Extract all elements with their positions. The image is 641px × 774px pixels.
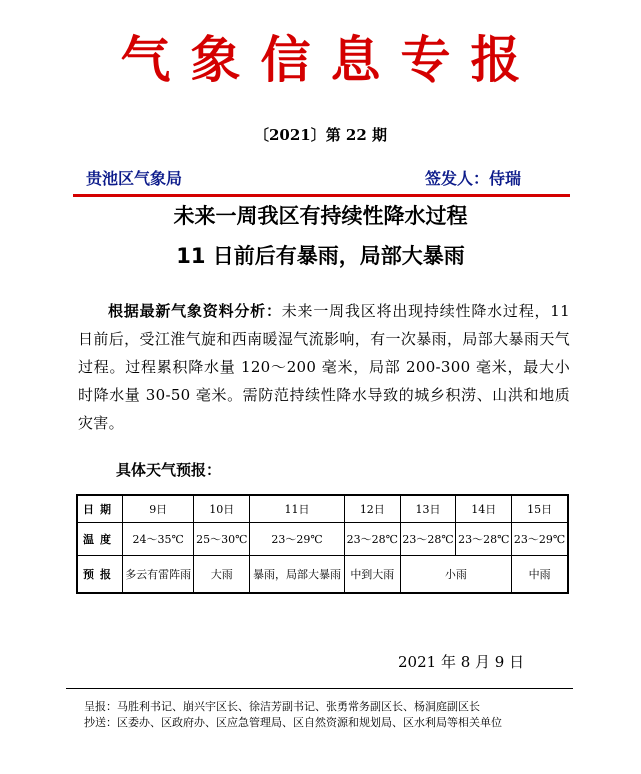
- temp-cell: 23～28℃: [400, 523, 456, 556]
- date-cell: 13日: [400, 495, 456, 523]
- date-cell: 9日: [123, 495, 194, 523]
- weather-cell: 大雨: [194, 556, 250, 594]
- date-cell: 14日: [456, 495, 512, 523]
- masthead-title: 气象信息专报: [120, 30, 541, 89]
- weather-cell: 暴雨，局部大暴雨: [250, 556, 345, 594]
- headline-line-1: 未来一周我区有持续性降水过程: [173, 204, 468, 228]
- row-label-forecast: 预报: [77, 556, 123, 594]
- body-text: 未来一周我区将出现持续性降水过程，11 日前后，受江淮气旋和西南暖湿气流影响，有一次暴雨，局部大暴雨天气过程。过程累积降水量 120～200 毫米，局部 200-300 毫米，最大小时降水量 30-50 毫米。需防范持续性降水导致的城乡积涝、山洪和地质灾害。: [78, 302, 570, 432]
- temp-cell: 23～28℃: [456, 523, 512, 556]
- copy-to: 抄送：区委办、区政府办、区应急管理局、区自然资源和规划局、区水利局等相关单位: [84, 716, 502, 729]
- weather-cell: 小雨: [400, 556, 511, 594]
- table-row: [77, 523, 568, 556]
- date-cell: 12日: [344, 495, 400, 523]
- table-row: [77, 556, 568, 594]
- temp-cell: 24～35℃: [123, 523, 194, 556]
- report-to: 呈报：马胜利书记、崩兴宇区长、徐洁芳副书记、张勇常务副区长、杨洞庭副区长: [84, 700, 480, 713]
- temp-cell: 23～28℃: [344, 523, 400, 556]
- temp-cell: 25～30℃: [194, 523, 250, 556]
- issue-date: 2021 年 8 月 9 日: [398, 653, 525, 671]
- forecast-title: 具体天气预报：: [116, 461, 222, 479]
- date-cell: 11日: [250, 495, 345, 523]
- date-cell: 15日: [512, 495, 568, 523]
- row-label-date: 日期: [77, 495, 123, 523]
- date-cell: 10日: [194, 495, 250, 523]
- body-lead: 根据最新气象资料分析：: [108, 302, 282, 320]
- issue-number: 〔2021〕第 22 期: [253, 126, 388, 144]
- headline-line-2: 11 日前后有暴雨，局部大暴雨: [176, 244, 465, 268]
- issuing-organization: 贵池区气象局: [86, 169, 183, 188]
- forecast-table: [76, 494, 569, 594]
- temp-cell: 23～29℃: [250, 523, 345, 556]
- body-paragraph: [78, 297, 570, 437]
- footer-divider: [66, 688, 573, 689]
- weather-cell: 中到大雨: [344, 556, 400, 594]
- signer: 签发人：侍瑞: [425, 169, 522, 188]
- weather-cell: 多云有雷阵雨: [123, 556, 194, 594]
- temp-cell: 23～29℃: [512, 523, 568, 556]
- row-label-temp: 温度: [77, 523, 123, 556]
- table-row: [77, 495, 568, 523]
- red-divider: [73, 194, 570, 197]
- weather-cell: 中雨: [512, 556, 568, 594]
